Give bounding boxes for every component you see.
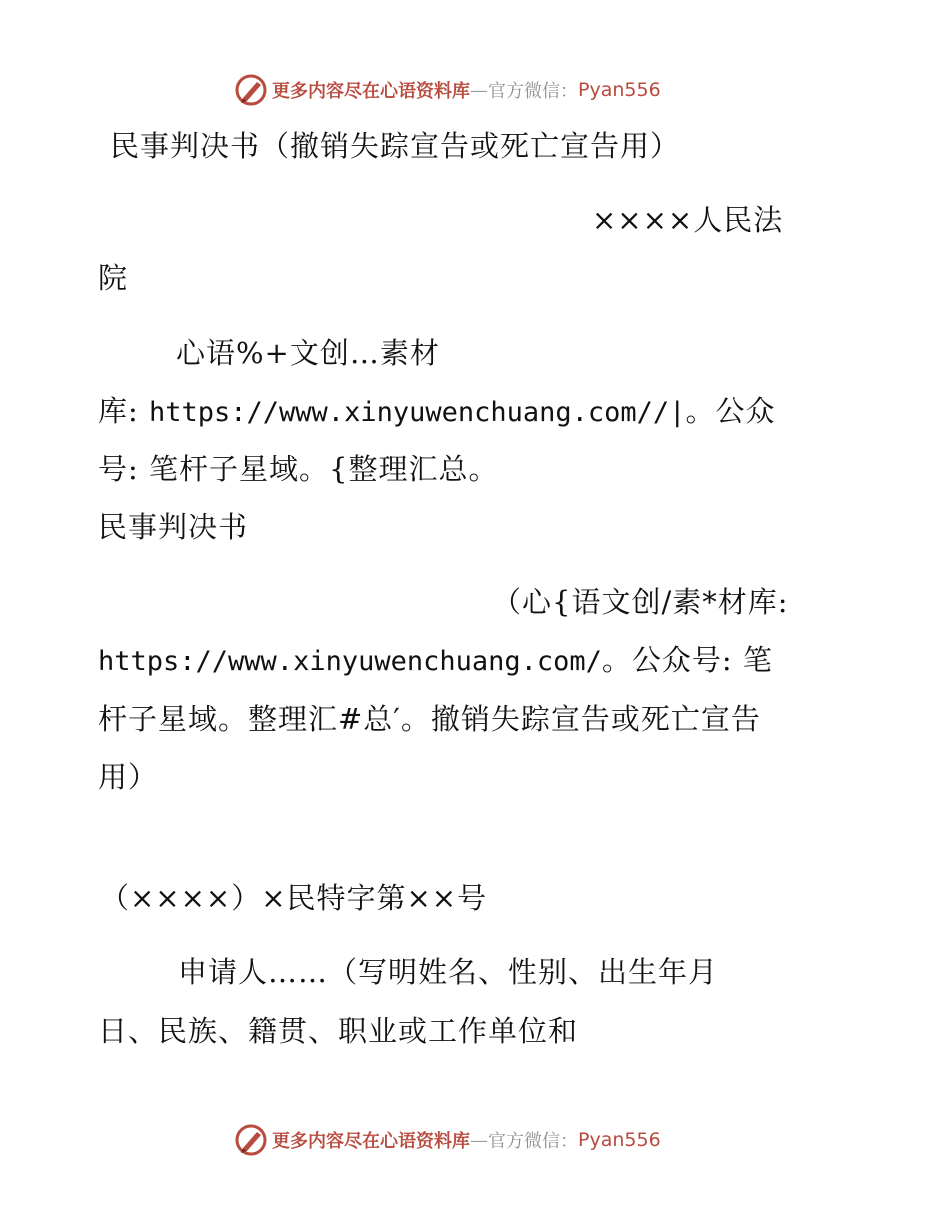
document-heading: 民事判决书（撤销失踪宣告或死亡宣告用）	[110, 129, 681, 163]
watermark-wechat-id: Pyan556	[578, 1129, 661, 1151]
watermark-wechat-label: 官方微信：	[488, 81, 578, 102]
watermark-wechat-label: 官方微信：	[488, 1131, 578, 1152]
watermark-separator: —	[470, 79, 488, 101]
court-name-line1: ××××人民法	[592, 203, 784, 237]
applicant-line1: 申请人……（写明姓名、性别、出生年月	[178, 955, 719, 989]
promo-line1: 心语%+文创…素材	[176, 336, 440, 370]
promo2-line2-suffix: 。公众号: 笔	[601, 643, 773, 677]
pen-logo-icon	[234, 1123, 268, 1157]
promo2-line1: （心{语文创/素*材库:	[492, 585, 789, 619]
watermark-banner-top	[234, 72, 661, 108]
pen-logo-icon	[234, 73, 268, 107]
applicant-line2: 日、民族、籍贯、职业或工作单位和	[98, 1014, 579, 1048]
promo2-line3: 杆子星域。整理汇#总′。撤销失踪宣告或死亡宣告	[98, 702, 761, 736]
watermark-text: 更多内容尽在心语资料库	[272, 81, 470, 102]
promo2-url-link: https://www.xinyuwenchuang.com/	[98, 646, 602, 677]
watermark-wechat-id: Pyan556	[578, 79, 661, 101]
document-subheading: 民事判决书	[98, 510, 249, 544]
watermark-text: 更多内容尽在心语资料库	[272, 1131, 470, 1152]
promo-line2-suffix: 。公众	[685, 394, 776, 428]
watermark-banner-bottom	[234, 1122, 661, 1158]
promo-line3: 号: 笔杆子星域。{整理汇总。	[98, 452, 499, 486]
promo-line2	[98, 391, 775, 433]
case-number: （××××）×民特字第××号	[100, 881, 488, 915]
promo-url-link: https://www.xinyuwenchuang.com//|	[149, 397, 686, 428]
promo2-line4: 用）	[98, 760, 159, 794]
promo-line2-prefix: 库:	[98, 394, 149, 428]
promo2-line2	[98, 640, 773, 682]
court-name-line2: 院	[98, 261, 129, 295]
watermark-separator: —	[470, 1129, 488, 1151]
